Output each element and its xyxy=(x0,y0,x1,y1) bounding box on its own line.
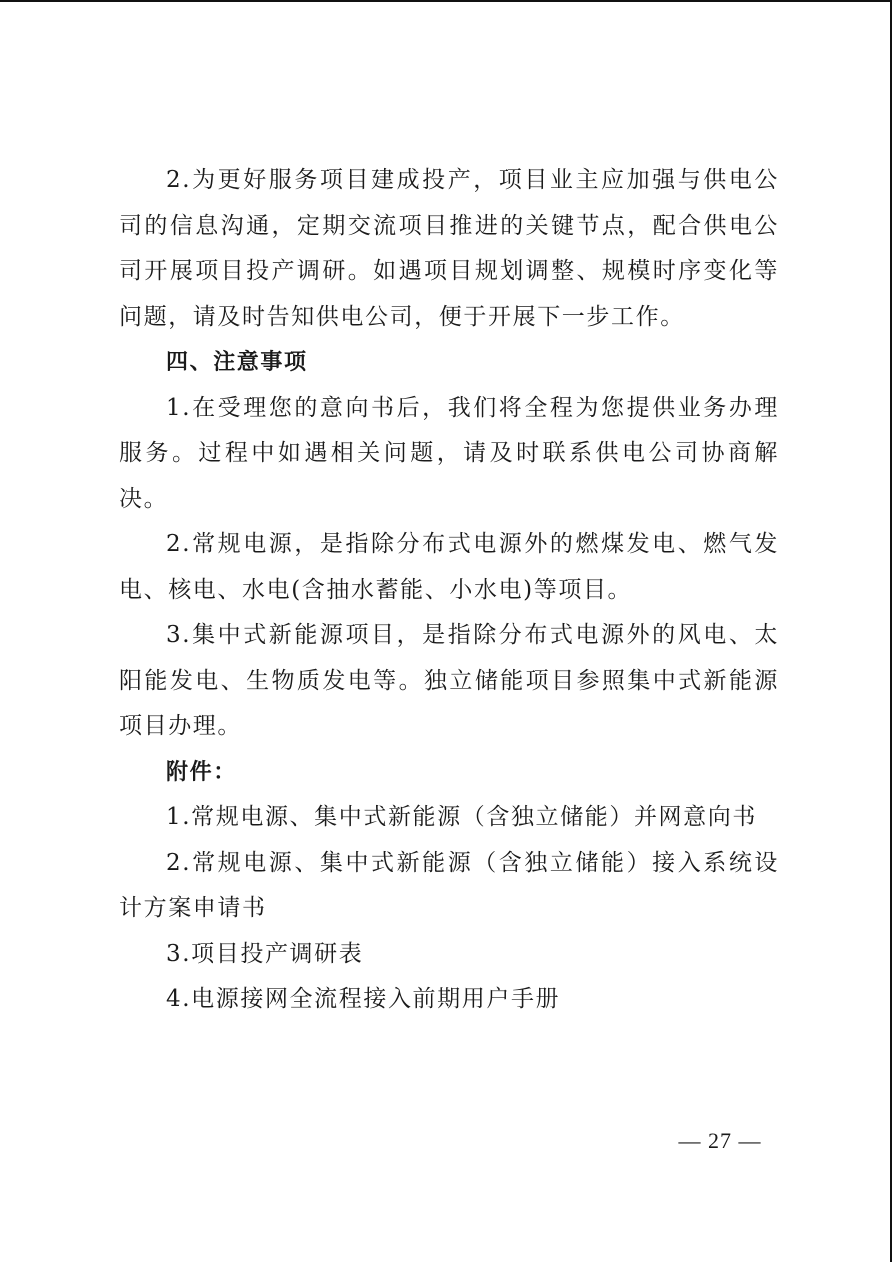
paragraph-note-1: 1.在受理您的意向书后，我们将全程为您提供业务办理服务。过程中如遇相关问题，请及时联系供电公司协商解决。 xyxy=(119,394,779,512)
attachment-item-3: 3.项目投产调研表 xyxy=(166,940,364,967)
paragraph-note-2: 2.常规电源，是指除分布式电源外的燃煤发电、燃气发电、核电、水电(含抽水蓄能、小水电)等项目。 xyxy=(119,531,779,603)
paragraph-note-3: 3.集中式新能源项目，是指除分布式电源外的风电、太阳能发电、生物质发电等。独立储能项目参照集中式新能源项目办理。 xyxy=(119,622,779,739)
attachment-item-2: 2.常规电源、集中式新能源（含独立储能）接入系统设计方案申请书 xyxy=(119,849,779,921)
section-heading-notes: 四、注意事项 xyxy=(166,350,308,375)
attachment-item-4: 4.电源接网全流程接入前期用户手册 xyxy=(166,986,561,1012)
attachments-heading: 附件： xyxy=(166,759,237,785)
paragraph-project-commissioning: 2.为更好服务项目建成投产，项目业主应加强与供电公司的信息沟通，定期交流项目推进的关键节点，配合供电公司开展项目投产调研。如遇项目规划调整、规模时序变化等问题，请及时告知供电公司，便于开展下一步工作。 xyxy=(119,167,779,330)
page-number: — 27 — xyxy=(678,1128,762,1153)
attachment-item-1: 1.常规电源、集中式新能源（含独立储能）并网意向书 xyxy=(166,804,757,830)
document-body xyxy=(119,158,779,1023)
